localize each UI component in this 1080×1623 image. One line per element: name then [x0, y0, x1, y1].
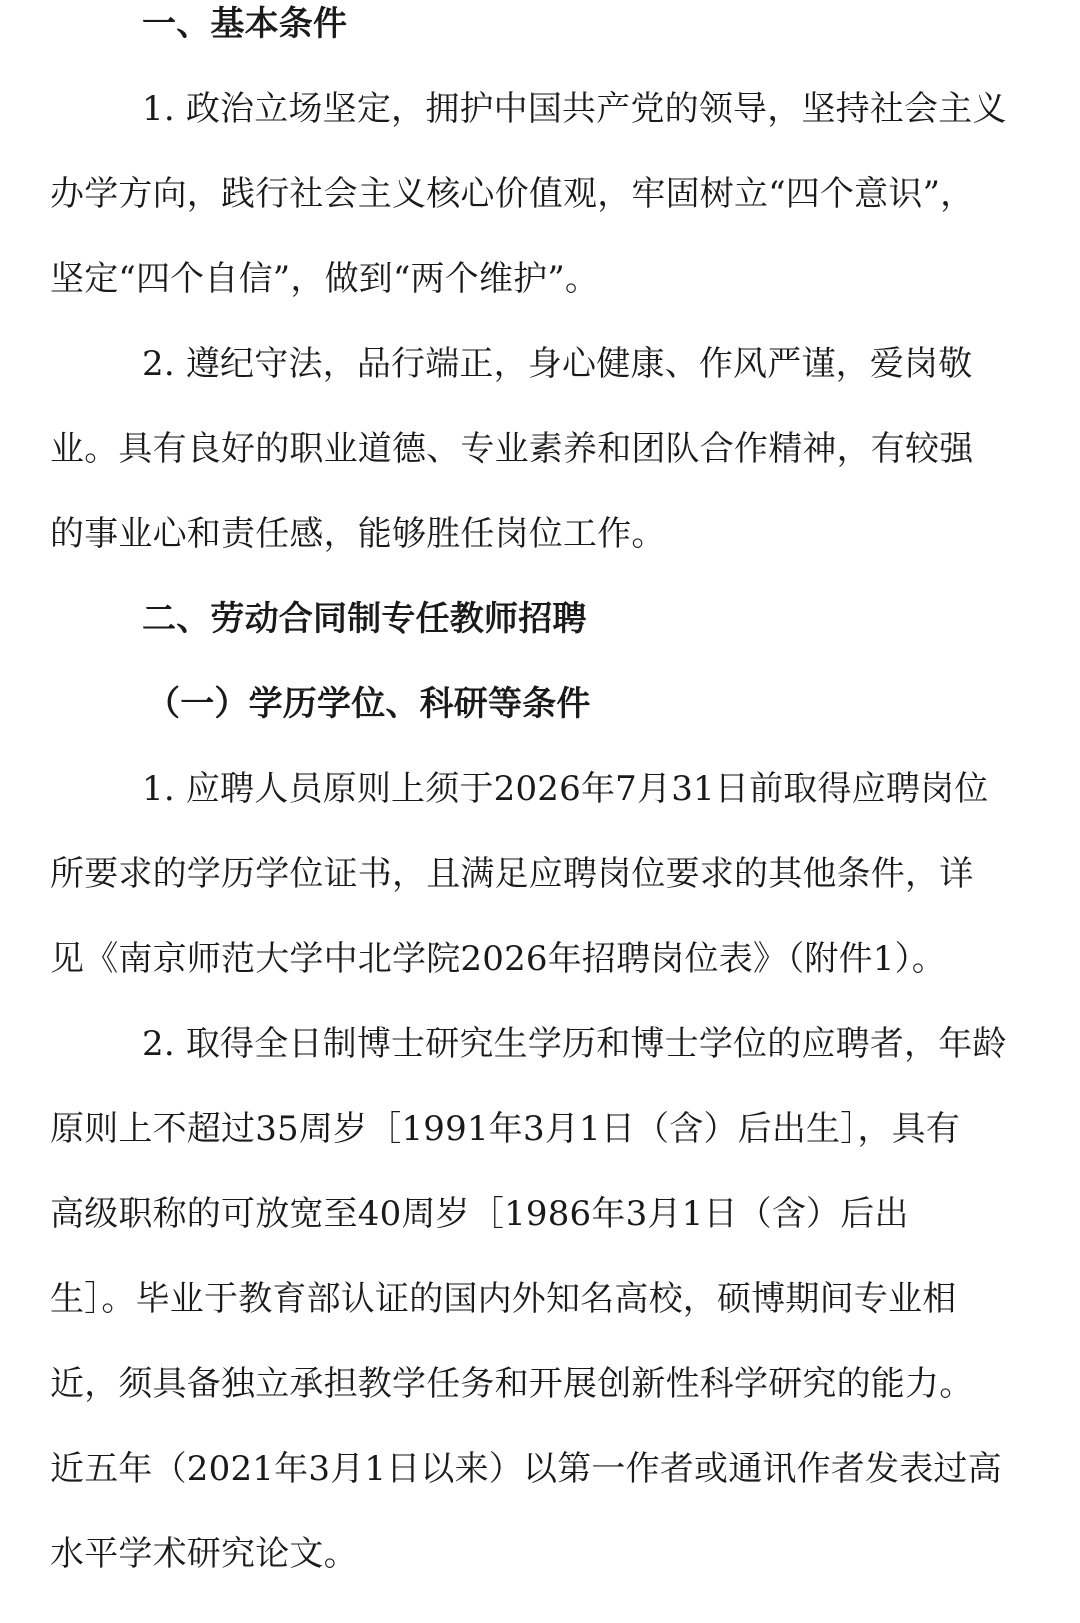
paragraph-line: 近，须具备独立承担教学任务和开展创新性科学研究的能力。 — [50, 1364, 974, 1404]
paragraph-line: 业。具有良好的职业道德、专业素养和团队合作精神，有较强 — [50, 429, 974, 469]
paragraph-line: 所要求的学历学位证书，且满足应聘岗位要求的其他条件，详 — [50, 854, 974, 894]
paragraph-line: 见《南京师范大学中北学院2026年招聘岗位表》（附件1）。 — [50, 939, 946, 979]
paragraph-line: 2. 取得全日制博士研究生学历和博士学位的应聘者，年龄 — [142, 1024, 1007, 1064]
section-heading-contract-teacher-recruitment: 二、劳动合同制专任教师招聘 — [142, 599, 587, 639]
paragraph-line: 原则上不超过35周岁［1991年3月1日（含）后出生］，具有 — [50, 1109, 961, 1149]
paragraph-line: 1. 应聘人员原则上须于2026年7月31日前取得应聘岗位 — [142, 769, 989, 809]
paragraph-line: 的事业心和责任感，能够胜任岗位工作。 — [50, 514, 666, 554]
paragraph-line: 水平学术研究论文。 — [50, 1534, 358, 1574]
section-heading-basic-conditions: 一、基本条件 — [142, 4, 348, 44]
paragraph-line: 高级职称的可放宽至40周岁［1986年3月1日（含）后出 — [50, 1194, 909, 1234]
paragraph-line: 办学方向，践行社会主义核心价值观，牢固树立“四个意识”， — [50, 174, 975, 214]
subsection-heading-education-research: （一）学历学位、科研等条件 — [146, 684, 591, 724]
paragraph-line: 近五年（2021年3月1日以来）以第一作者或通讯作者发表过高 — [50, 1449, 1002, 1489]
paragraph-line: 坚定“四个自信”，做到“两个维护”。 — [50, 259, 600, 299]
paragraph-line: 2. 遵纪守法，品行端正，身心健康、作风严谨，爱岗敬 — [142, 344, 973, 384]
paragraph-line: 1. 政治立场坚定，拥护中国共产党的领导，坚持社会主义 — [142, 89, 1007, 129]
paragraph-line: 生］。毕业于教育部认证的国内外知名高校，硕博期间专业相 — [50, 1279, 957, 1319]
